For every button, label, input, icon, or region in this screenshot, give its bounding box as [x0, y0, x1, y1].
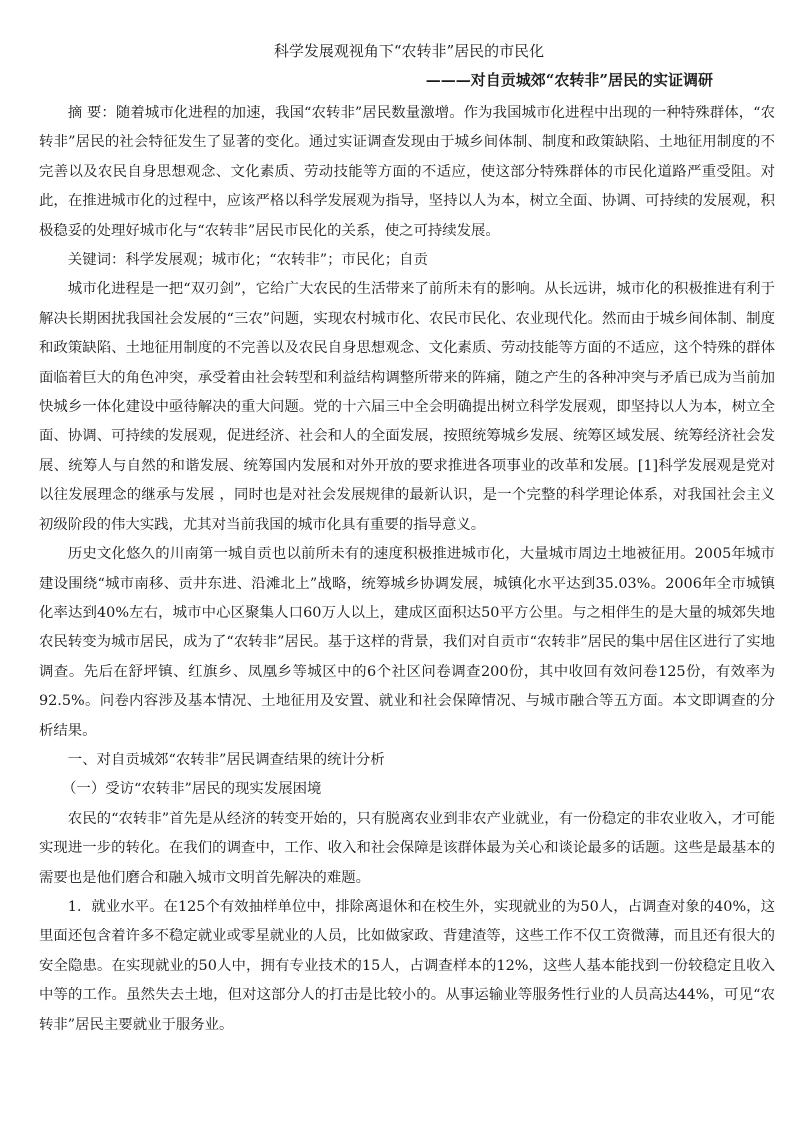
body-paragraph-3: 农民的“农转非”首先是从经济的转变开始的，只有脱离农业到非农产业就业，有一份稳定的非农业收入，才可能实现进一步的转化。在我们的调查中，工作、收入和社会保障是该群体最为关心和谈论最多的话题。这些是最基本的需要也是他们磨合和融入城市文明首先解决的难题。 [39, 810, 775, 886]
keywords: 关键词：科学发展观；城市化；“农转非”；市民化；自贡 [67, 252, 428, 269]
paper-title: 科学发展观视角下“农转非”居民的市民化 [273, 42, 545, 60]
body-paragraph-1: 城市化进程是一把“双刃剑”，它给广大农民的生活带来了前所未有的影响。从长远讲，城市化的积极推进有利于解决长期困扰我国社会发展的“三农”问题，实现农村城市化、农民市民化、农业现代化。然而由于城乡间体制、制度和政策缺陷、土地征用制度的不完善以及农民自身思想观念、文化素质、劳动技能等方面的不适应，这个特殊的群体面临着巨大的角色冲突，承受着由社会转型和利益结构调整所带来的阵痛，随之产生的各种冲突与矛盾已成为当前加快城乡一体化建设中亟待解决的重大问题。党的十六届三中全会明确提出树立科学发展观，即坚持以人为本，树立全面、协调、可持续的发展观，促进经济、社会和人的全面发展，按照统筹城乡发展、统筹区域发展、统筹经济社会发展、统筹人与自然的和谐发展、统筹国内发展和对外开放的要求推进各项事业的改革和发展。[1]科学发展观是党对以往发展理念的继承与发展 ，同时也是对社会发展规律的最新认识，是一个完整的科学理论体系，对我国社会主义初级阶段的伟大实践，尤其对当前我国的城市化具有重要的指导意义。 [39, 281, 775, 533]
body-paragraph-2: 历史文化悠久的川南第一城自贡也以前所未有的速度积极推进城市化，大量城市周边土地被征用。2005年城市建设围绕“城市南移、贡井东进、沿滩北上”战略，统筹城乡协调发展，城镇化水平达到35.03%。2006年全市城镇化率达到40%左右，城市中心区聚集人口60万人以上，建成区面积达50平方公里。与之相伴生的是大量的城郊失地农民转变为城市居民，成为了“农转非”居民。基于这样的背景，我们对自贡市“农转非”居民的集中居住区进行了实地调查。先后在舒坪镇、红旗乡、凤凰乡等城区中的6个社区问卷调查200份，其中收回有效问卷125份，有效率为92.5%。问卷内容涉及基本情况、土地征用及安置、就业和社会保障情况、与城市融合等五方面。本文即调查的分析结果。 [39, 546, 775, 739]
abstract-text: 随着城市化进程的加速，我国“农转非”居民数量激增。作为我国城市化进程中出现的一种特殊群体，“农转非”居民的社会特征发生了显著的变化。通过实证调查发现由于城乡间体制、制度和政策缺陷、土地征用制度的不完善以及农民自身思想观念、文化素质、劳动技能等方面的不适应，使这部分特殊群体的市民化道路严重受阻。对此，在推进城市化的过程中，应该严格以科学发展观为指导，坚持以人为本，树立全面、协调、可持续的发展观，积极稳妥的处理好城市化与“农转非”居民市民化的关系，使之可持续发展。 [39, 105, 776, 239]
paper-subtitle: ———对自贡城郊“农转非”居民的实证调研 [425, 71, 713, 89]
document-page [39, 38, 775, 1040]
abstract-label: 摘 要： [67, 105, 116, 121]
abstract [39, 99, 775, 246]
subsection-heading: （一）受访“农转非”居民的现实发展困境 [62, 781, 322, 798]
section-heading: 一、对自贡城郊“农转非”居民调查结果的统计分析 [67, 751, 385, 768]
body-paragraph-4: 1．就业水平。在125个有效抽样单位中，排除离退休和在校生外，实现就业的为50人，占调查对象的40%，这里面还包含着许多不稳定就业或零星就业的人员，比如做家政、背建渣等，这些工作不仅工资微薄，而且还有很大的安全隐患。在实现就业的50人中，拥有专业技术的15人，占调查样本的12%，这些人基本能找到一份较稳定且收入中等的工作。虽然失去土地，但对这部分人的打击是比较小的。从事运输业等服务性行业的人员高达44%，可见“农转非”居民主要就业于服务业。 [39, 898, 775, 1033]
